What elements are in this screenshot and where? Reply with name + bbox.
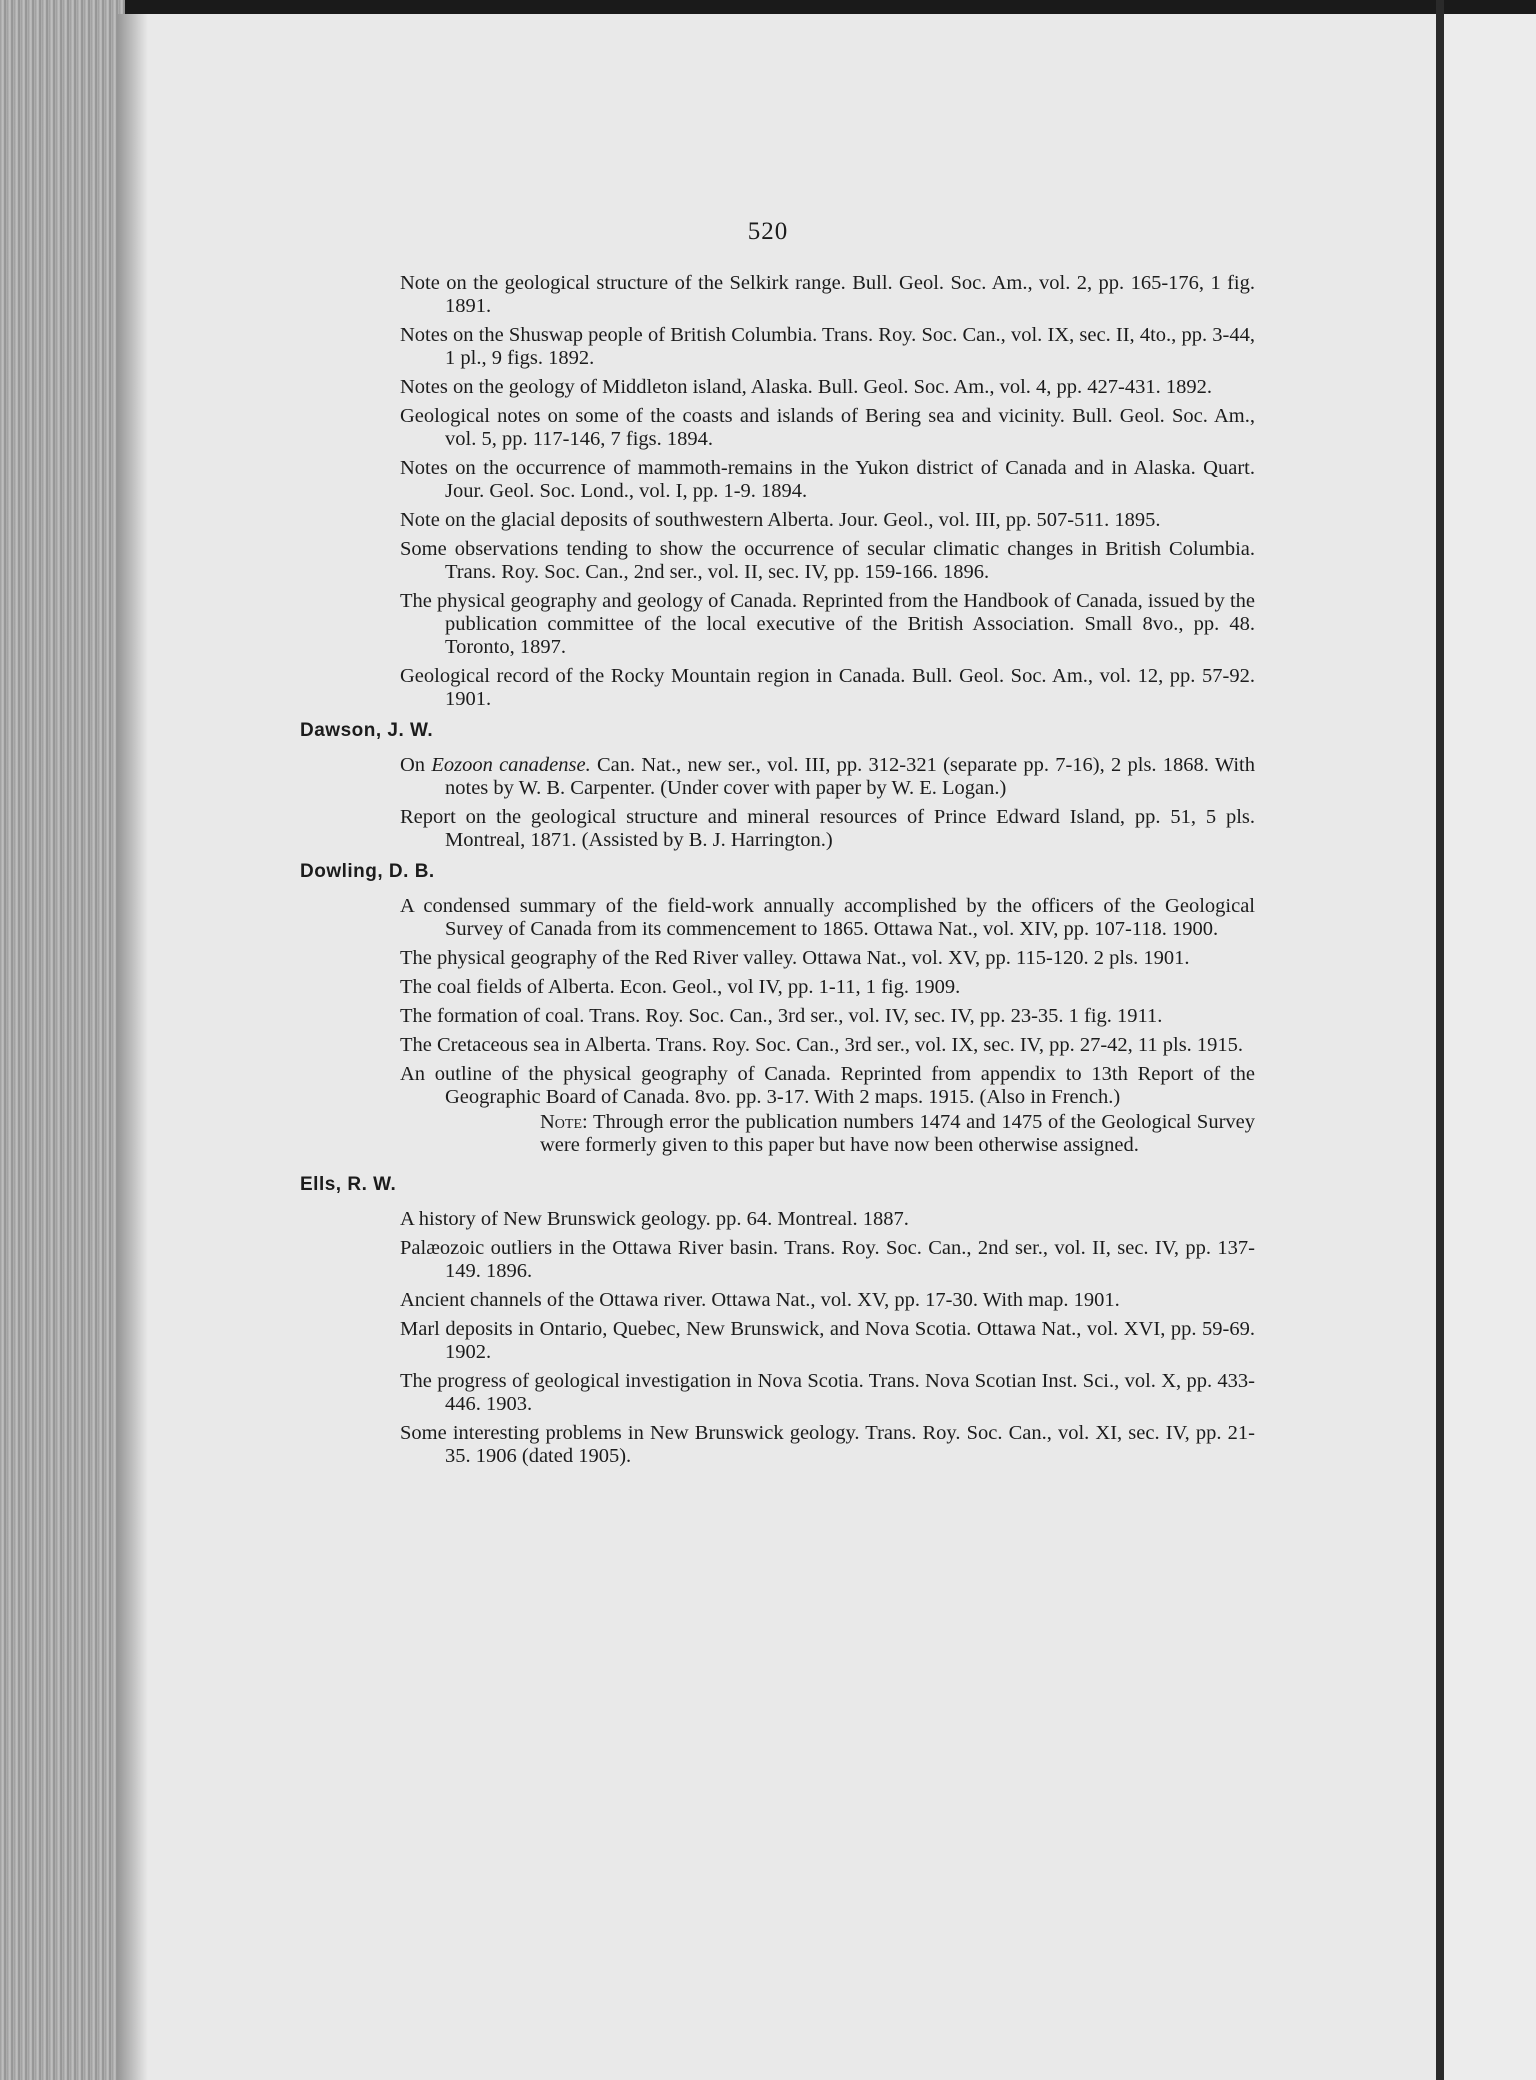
bib-entry: The coal fields of Alberta. Econ. Geol., vol IV, pp. 1-11, 1 fig. 1909. (400, 976, 961, 998)
footnote (300, 1111, 1255, 1157)
bib-entry: The formation of coal. Trans. Roy. Soc. Can., 3rd ser., vol. IV, sec. IV, pp. 23-35. 1 fig. 1911. (400, 1005, 1163, 1027)
bib-entry (300, 754, 1255, 800)
note-text: Through error the publication numbers 1474 and 1475 of the Geological Survey were formerly given to this paper but have now been otherwise assigned. (540, 1111, 1255, 1156)
bib-entry: The physical geography of the Red River valley. Ottawa Nat., vol. XV, pp. 115-120. 2 pls. 1901. (400, 947, 1190, 969)
page-number: 520 (747, 218, 789, 245)
bib-entry: Notes on the Shuswap people of British Columbia. Trans. Roy. Soc. Can., vol. IX, sec. II, 4to., pp. 3-44, 1 pl., 9 figs. 1892. (400, 324, 1255, 369)
bib-entry: The Cretaceous sea in Alberta. Trans. Roy. Soc. Can., 3rd ser., vol. IX, sec. IV, pp. 27-42, 11 pls. 1915. (400, 1034, 1244, 1056)
section-entries-continued (300, 272, 1255, 711)
bib-entry: The progress of geological investigation in Nova Scotia. Trans. Nova Scotian Inst. Sci., vol. X, pp. 433-446. 1903. (400, 1370, 1255, 1415)
bib-entry: Geological notes on some of the coasts and islands of Bering sea and vicinity. Bull. Geol. Soc. Am., vol. 5, pp. 117-146, 7 figs. 1894. (400, 405, 1255, 450)
bib-entry: The physical geography and geology of Canada. Reprinted from the Handbook of Canada, issued by the publication committee of the local executive of the British Association. Small 8vo., pp. 48. Toronto, 1897. (400, 590, 1255, 658)
bib-entry: Notes on the occurrence of mammoth-remains in the Yukon district of Canada and in Alaska. Quart. Jour. Geol. Soc. Lond., vol. I, pp. 1-9. 1894. (400, 457, 1255, 502)
entry-italic-title: Eozoon canadense. (431, 754, 591, 776)
bib-entry: Notes on the geology of Middleton island, Alaska. Bull. Geol. Soc. Am., vol. 4, pp. 427-431. 1892. (400, 376, 1212, 398)
bib-entry: Some observations tending to show the occurrence of secular climatic changes in British Columbia. Trans. Roy. Soc. Can., 2nd ser., vol. II, sec. IV, pp. 159-166. 1896. (400, 538, 1255, 583)
bib-entry: Palæozoic outliers in the Ottawa River basin. Trans. Roy. Soc. Can., 2nd ser., vol. II, sec. IV, pp. 137-149. 1896. (400, 1237, 1255, 1282)
gutter-shadow (118, 14, 148, 2080)
bib-entry: Geological record of the Rocky Mountain region in Canada. Bull. Geol. Soc. Am., vol. 12, pp. 57-92. 1901. (400, 665, 1255, 710)
bib-entry: Marl deposits in Ontario, Quebec, New Brunswick, and Nova Scotia. Ottawa Nat., vol. XVI, pp. 59-69. 1902. (400, 1318, 1255, 1363)
bib-entry: A condensed summary of the field-work annually accomplished by the officers of the Geological Survey of Canada from its commencement to 1865. Ottawa Nat., vol. XIV, pp. 107-118. 1900. (400, 895, 1255, 940)
bib-entry: An outline of the physical geography of Canada. Reprinted from appendix to 13th Report of the Geographic Board of Canada. 8vo. pp. 3-17. With 2 maps. 1915. (Also in French.) (400, 1063, 1255, 1108)
bib-entry: Ancient channels of the Ottawa river. Ottawa Nat., vol. XV, pp. 17-30. With map. 1901. (400, 1289, 1120, 1311)
bib-entry: A history of New Brunswick geology. pp. 64. Montreal. 1887. (400, 1208, 909, 1230)
note-label: Note: (540, 1111, 588, 1133)
entry-prefix: On (400, 754, 432, 776)
book-gutter (1436, 0, 1444, 2080)
bibliography (300, 272, 1255, 1474)
bib-entry: Note on the glacial deposits of southwestern Alberta. Jour. Geol., vol. III, pp. 507-511. 1895. (400, 509, 1161, 531)
bib-entry: Note on the geological structure of the Selkirk range. Bull. Geol. Soc. Am., vol. 2, pp. 165-176, 1 fig. 1891. (400, 272, 1255, 317)
author-heading-ells: Ells, R. W. (300, 1174, 397, 1195)
book-page-edges (0, 0, 125, 2080)
author-heading-dawson: Dawson, J. W. (300, 720, 434, 741)
facing-page-edge (1444, 14, 1536, 2080)
entry-rest: Can. Nat., new ser., vol. III, pp. 312-321 (separate pp. 7-16), 2 pls. 1868. With notes by W. B. Carpenter. (Under cover with paper by W. E. Logan.) (445, 754, 1255, 799)
author-heading-dowling: Dowling, D. B. (300, 861, 435, 882)
bib-entry: Report on the geological structure and mineral resources of Prince Edward Island, pp. 51, 5 pls. Montreal, 1871. (Assisted by B. J. Harrington.) (400, 806, 1255, 851)
bib-entry: Some interesting problems in New Brunswick geology. Trans. Roy. Soc. Can., vol. XI, sec. IV, pp. 21-35. 1906 (dated 1905). (400, 1422, 1255, 1467)
